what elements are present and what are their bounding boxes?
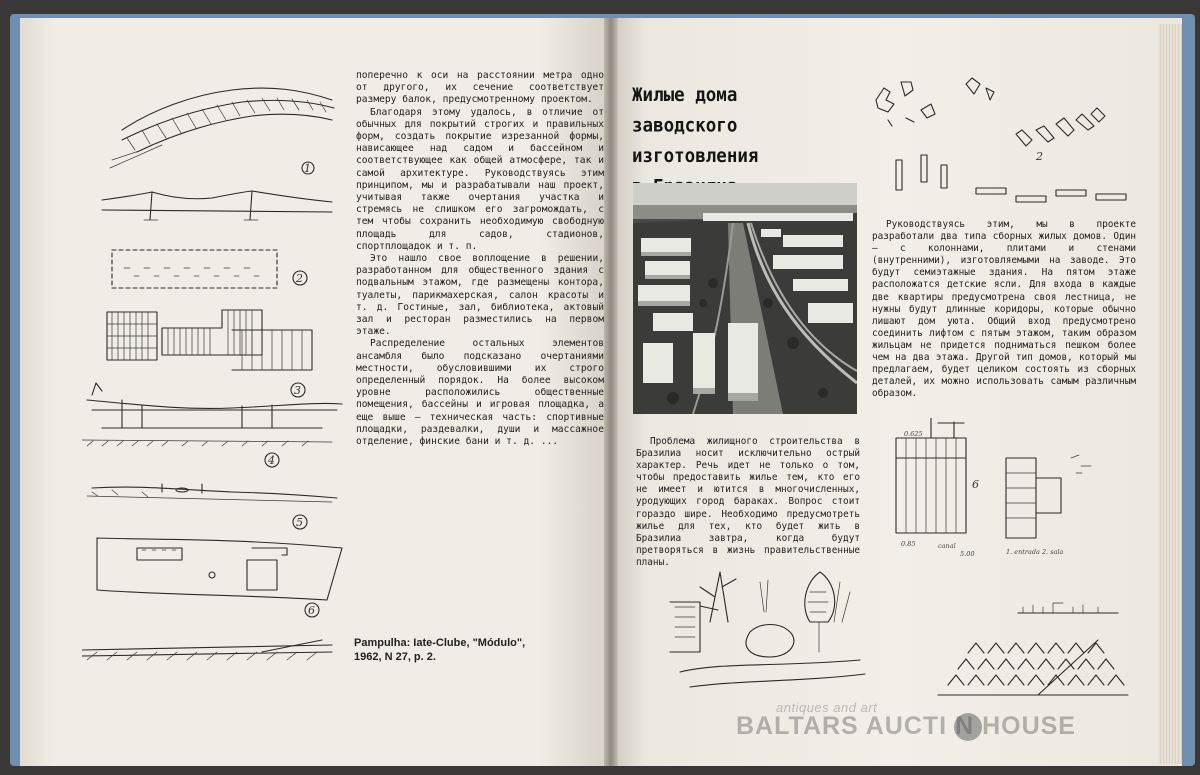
sketch-site-plan	[97, 538, 342, 617]
sketch-number-2: 2	[296, 272, 303, 285]
right-upper-paragraph-1: Руководствуясь этим, мы в проекте разработали два типа сборных жилых домов. Один — с колоннами, плитами и стенами (внутренними), изготовляемыми на заводе. Это будут семиэтажные здания. На пятом этаже расположатся детские ясли. Для входа в каждые две квартиры предусмотрена своя лестница, не нужны будут длинные коридоры, которые обычно лишают дом уюта. Общий вход предусмотрено соединить лифтом с пятым этажом, таким образом жильцам не придется подниматься пешком более чем на два этажа. Другой тип домов, который мы предлагаем, будет целиком состоять из сборных деталей, их можно использовать самым различным образом.	[872, 219, 1136, 400]
sketch-hatched-plans	[107, 310, 312, 397]
right-lower-paragraph-1: Проблема жилищного строительства в Бразилиа носит исключительно острый характер. Речь идет не только о том, чтобы предоставить жилье тем, кто его не имеет и ютится в многочисленных, уродующих город бараках. Вопрос стоит гораздо шире. Необходимо предусмотреть жилье для тех, кто будет жить в Бразилиа завтра, когда будут претворяться в жизнь правительственные планы.	[636, 436, 860, 568]
title-line-1: Жилые дома	[632, 85, 738, 107]
sketch-landscape-line	[87, 484, 337, 529]
left-page-body-text	[356, 70, 604, 448]
aerial-photo-brasilia	[633, 183, 857, 414]
right-page-lower-text	[636, 436, 860, 569]
sketch-number-6: 6	[308, 604, 315, 617]
sketch-canopy-roof	[110, 88, 334, 175]
sketch-number-4: 4	[268, 454, 275, 467]
right-bottom-tree-sketch	[660, 562, 870, 697]
caption-line-1: Pampulha: Iate-Clube, "Módulo",	[354, 637, 526, 649]
right-plan-sketch	[876, 418, 1126, 558]
watermark-tagline: antiques and art	[776, 700, 878, 715]
svg-text:1. entrada 2. sala: 1. entrada 2. sala	[1006, 548, 1064, 556]
left-sketches	[82, 60, 352, 670]
left-page-caption	[354, 636, 584, 664]
watermark-logo-dot	[954, 713, 982, 741]
watermark-brand: BALTARS AUCTI N HOUSE	[736, 712, 1076, 740]
svg-text:0.85: 0.85	[901, 540, 916, 548]
svg-text:6: 6	[972, 478, 979, 491]
right-bottom-roofs-sketch	[928, 585, 1138, 705]
svg-text:canal: canal	[938, 542, 956, 550]
caption-line-2: 1962, N 27, p. 2.	[354, 651, 436, 663]
sketch-number-5: 5	[296, 516, 303, 529]
sketch-number-3: 3	[294, 384, 301, 397]
left-paragraph-4: Распределение остальных элементов ансамбля было подсказано очертаниями местности, обусловившими их строго определенный порядок. На более высоком уровне расположились общественные помещения, бассейны и игровая площадка, а еще выше — техническая часть: спортивные площадки, раздевалки, души и массажное отделение, финские бани и т. д. ...	[356, 338, 604, 448]
right-page-upper-text	[872, 219, 1136, 400]
book-gutter	[604, 18, 618, 766]
svg-text:5.00: 5.00	[960, 550, 975, 558]
svg-text:0.625: 0.625	[904, 430, 923, 438]
right-top-sketch-blocks	[866, 70, 1146, 215]
page-stack-edge	[1158, 24, 1182, 764]
left-paragraph-1: поперечно к оси на расстоянии метра одно от другого, их сечение соответствует размеру балок, предусмотренному проектом.	[356, 70, 604, 106]
sketch-top-number-2: 2	[1036, 150, 1043, 163]
left-paragraph-3: Это нашло свое воплощение в решении, разработанном для общественного здания с подвальным этажом, где размещены контора, туалеты, парикмахерская, салон красоты и т. д. Гостиные, зал, библиотека, актовый зал и ресторан разместились на первом этаже.	[356, 253, 604, 338]
sketch-dashed-plan	[112, 250, 307, 288]
title-line-2: заводского изготовления	[632, 115, 759, 168]
left-paragraph-2: Благодаря этому удалось, в отличие от обычных для покрытий строгих и правильных форм, создать покрытие изрезанной формы, нависающее над садом и бассейном и соответствующее как общей атмосфере, так и самой архитектуре. Руководствуясь этим принципом, мы и разрабатывали наш проект, учитывая также очертания участка и стремясь не слишком его загромождать, с тем чтобы сохранить необходимую свободную площадь для садов, стадионов, спортплощадок и т. п.	[356, 106, 604, 252]
sketch-terrain-section	[82, 640, 332, 660]
sketch-suspended-roof	[102, 191, 332, 220]
sketch-number-1: 1	[304, 162, 311, 175]
